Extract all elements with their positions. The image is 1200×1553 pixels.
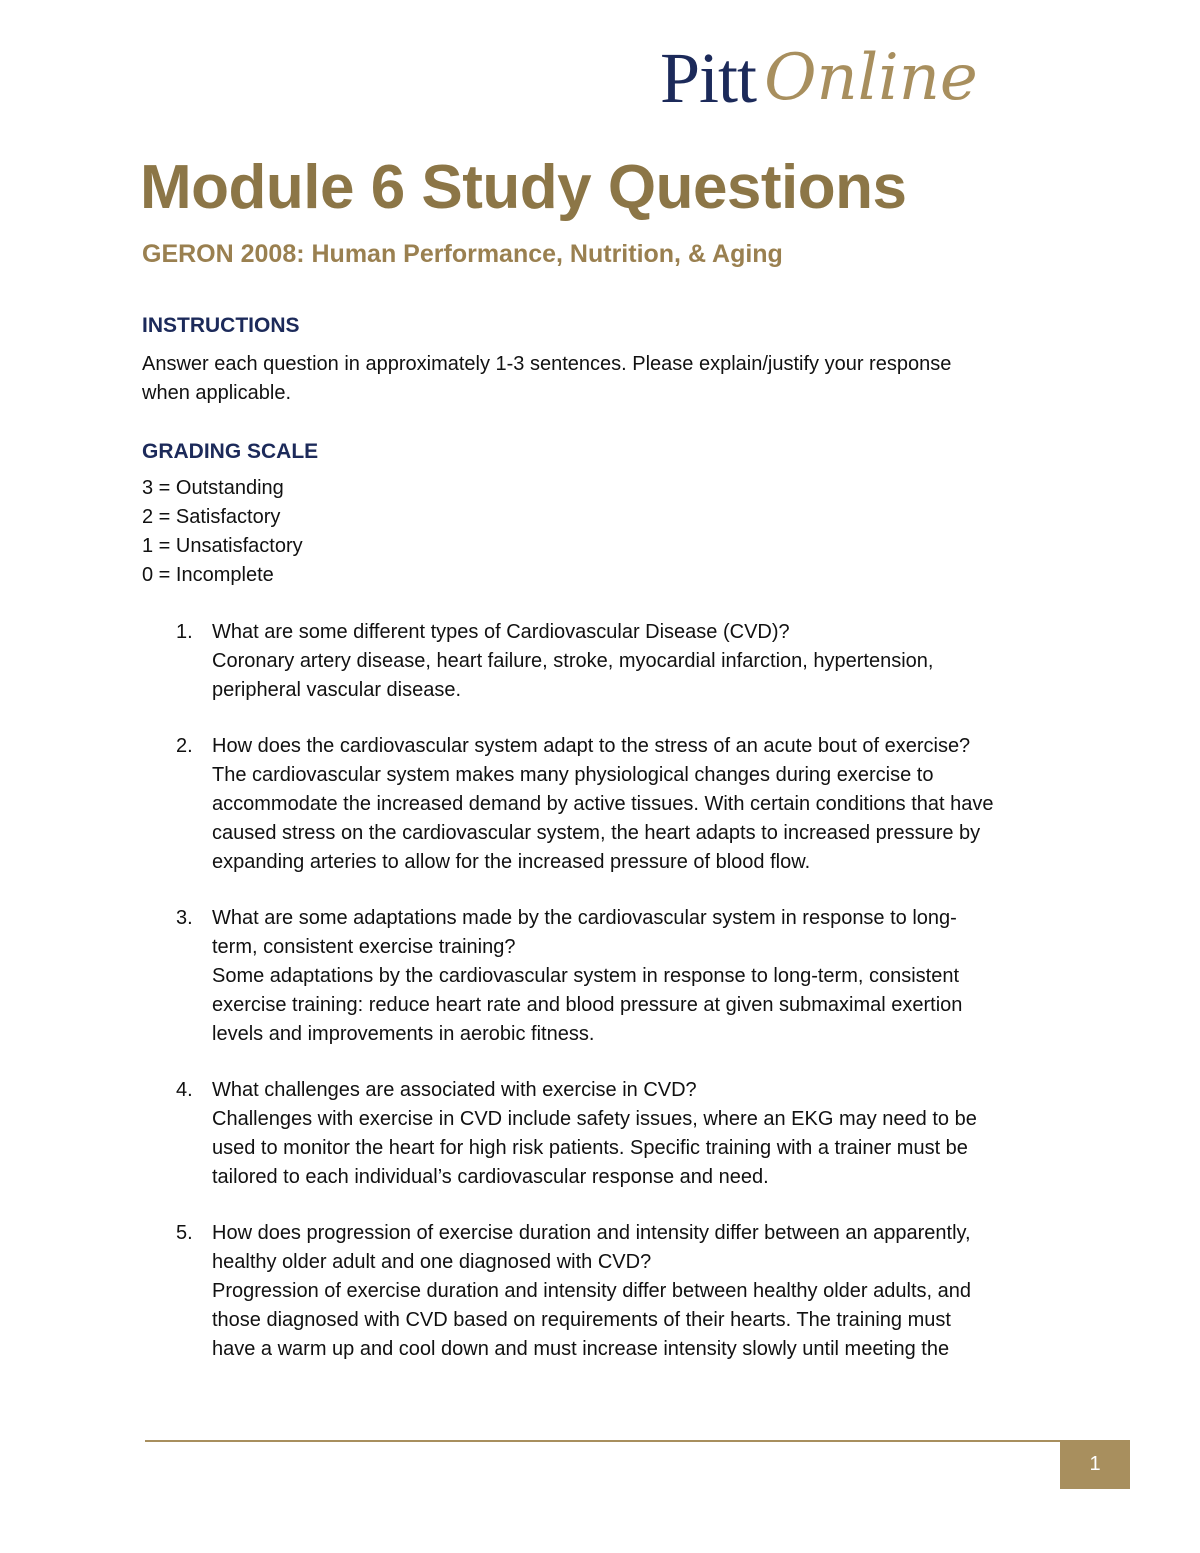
answer-line: Some adaptations by the cardiovascular system in response to long-term, consistent xyxy=(212,965,960,987)
answer-line: peripheral vascular disease. xyxy=(212,679,462,701)
footer-divider xyxy=(145,1440,1060,1442)
answer-line: exercise training: reduce heart rate and blood pressure at given submaximal exertion xyxy=(212,994,963,1016)
answer-line: used to monitor the heart for high risk patients. Specific training with a trainer must be xyxy=(212,1137,968,1159)
course-subtitle: GERON 2008: Human Performance, Nutrition, & Aging xyxy=(142,240,783,268)
question-text: What are some different types of Cardiovascular Disease (CVD)? xyxy=(212,621,790,643)
page-number-badge xyxy=(1060,1440,1130,1489)
question-item xyxy=(142,732,1062,877)
answer-line: Coronary artery disease, heart failure, stroke, myocardial infarction, hypertension, xyxy=(212,650,934,672)
instructions-line: when applicable. xyxy=(142,382,291,404)
answer-line: caused stress on the cardiovascular system, the heart adapts to increased pressure by xyxy=(212,822,981,844)
question-text: What are some adaptations made by the cardiovascular system in response to long- xyxy=(212,907,957,929)
answer-line: those diagnosed with CVD based on requirements of their hearts. The training must xyxy=(212,1309,951,1331)
instructions-line: Answer each question in approximately 1-3 sentences. Please explain/justify your response xyxy=(142,353,952,375)
pitt-online-logo xyxy=(660,28,1060,128)
grading-scale-item: 3 = Outstanding xyxy=(142,477,284,499)
instructions-text xyxy=(142,350,1042,408)
logo-primary-text: Pitt xyxy=(660,38,757,118)
grading-scale-list xyxy=(142,474,303,590)
grading-scale-item: 2 = Satisfactory xyxy=(142,506,281,528)
question-number: 4. xyxy=(176,1079,193,1101)
question-item xyxy=(142,618,1062,705)
answer-line: tailored to each individual’s cardiovascular response and need. xyxy=(212,1166,769,1188)
answer-line: Progression of exercise duration and intensity differ between healthy older adults, and xyxy=(212,1280,971,1302)
answer-line: expanding arteries to allow for the increased pressure of blood flow. xyxy=(212,851,811,873)
answer-line: Challenges with exercise in CVD include safety issues, where an EKG may need to be xyxy=(212,1108,977,1130)
question-item xyxy=(142,1076,1062,1192)
logo-secondary-text: Online xyxy=(764,41,978,115)
question-text: How does progression of exercise duration and intensity differ between an apparently, xyxy=(212,1222,971,1244)
question-number: 5. xyxy=(176,1222,193,1244)
question-item xyxy=(142,1219,1062,1364)
page-number: 1 xyxy=(1089,1453,1101,1475)
question-list xyxy=(142,618,1062,1391)
question-item xyxy=(142,904,1062,1049)
grading-scale-heading: GRADING SCALE xyxy=(142,440,319,463)
question-text: term, consistent exercise training? xyxy=(212,936,516,958)
question-text: healthy older adult and one diagnosed with CVD? xyxy=(212,1251,652,1273)
grading-scale-item: 1 = Unsatisfactory xyxy=(142,535,303,557)
answer-line: accommodate the increased demand by active tissues. With certain conditions that have xyxy=(212,793,994,815)
answer-line: The cardiovascular system makes many physiological changes during exercise to xyxy=(212,764,934,786)
question-text: How does the cardiovascular system adapt to the stress of an acute bout of exercise? xyxy=(212,735,971,757)
page-title: Module 6 Study Questions xyxy=(140,153,907,222)
question-text: What challenges are associated with exercise in CVD? xyxy=(212,1079,697,1101)
grading-scale-item: 0 = Incomplete xyxy=(142,564,274,586)
answer-line: levels and improvements in aerobic fitness. xyxy=(212,1023,595,1045)
instructions-heading: INSTRUCTIONS xyxy=(142,314,300,337)
question-number: 3. xyxy=(176,907,193,929)
question-number: 1. xyxy=(176,621,193,643)
question-number: 2. xyxy=(176,735,193,757)
answer-line: have a warm up and cool down and must increase intensity slowly until meeting the xyxy=(212,1338,950,1360)
